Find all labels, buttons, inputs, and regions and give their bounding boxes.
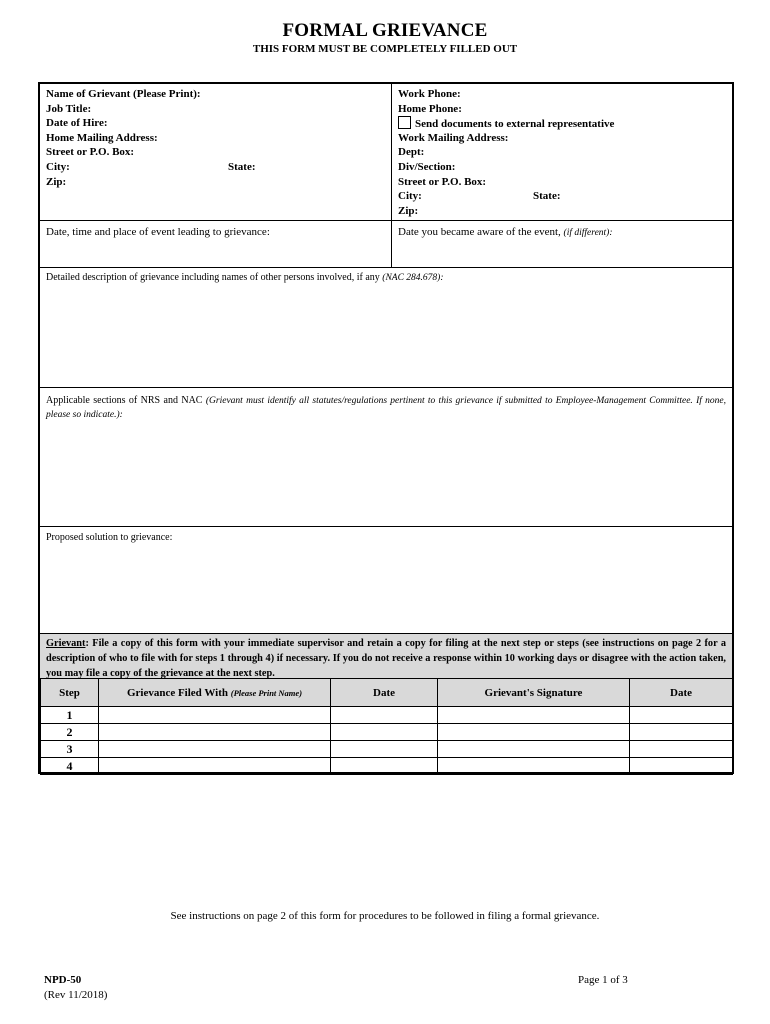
work-city-field[interactable]: City: State: — [398, 190, 561, 203]
home-city-field[interactable]: City: State: — [46, 160, 256, 173]
table-header-row — [41, 679, 733, 707]
filed-with-cell[interactable] — [99, 758, 331, 775]
work-state-field[interactable]: State: — [533, 190, 561, 203]
job-title-field[interactable]: Job Title: — [46, 102, 92, 115]
home-zip-field[interactable]: Zip: — [46, 175, 67, 188]
work-info-column — [392, 84, 732, 220]
info-section — [40, 84, 732, 221]
div-section-field[interactable]: Div/Section: — [398, 160, 456, 173]
proposed-solution-field[interactable]: Proposed solution to grievance: — [40, 527, 732, 634]
form-id: NPD-50 — [44, 974, 82, 986]
work-mailing-address-label: Work Mailing Address: — [398, 131, 509, 144]
home-state-field[interactable]: State: — [228, 160, 256, 173]
date2-cell[interactable] — [630, 707, 733, 724]
home-street-field[interactable]: Street or P.O. Box: — [46, 146, 135, 159]
form-subtitle: THIS FORM MUST BE COMPLETELY FILLED OUT — [252, 43, 518, 55]
grievance-form — [38, 82, 734, 774]
table-row — [41, 758, 733, 775]
table-row — [41, 724, 733, 741]
home-phone-field[interactable]: Home Phone: — [398, 102, 462, 115]
grievant-instructions: Grievant: File a copy of this form with your immediate supervisor and retain a copy for filing at the next step or steps (see instructions on page 2 for a description of who to file with for steps 1 through 4) if necessary. If you do not receive a response within 10 working days or disagree with the action taken, you may file a copy of the grievance at the next step. — [40, 634, 732, 678]
form-revision: (Rev 11/2018) — [44, 989, 108, 1001]
signature-column-header: Grievant's Signature — [438, 679, 630, 707]
form-title: FORMAL GRIEVANCE — [282, 20, 488, 41]
filed-with-column-header: Grievance Filed With (Please Print Name) — [99, 679, 331, 707]
date2-cell[interactable] — [630, 758, 733, 775]
date2-column-header: Date — [630, 679, 733, 707]
work-zip-field[interactable]: Zip: — [398, 204, 419, 217]
page-number: Page 1 of 3 — [578, 974, 628, 986]
table-row — [41, 707, 733, 724]
filing-section — [40, 634, 732, 774]
date-cell[interactable] — [331, 741, 438, 758]
date-column-header: Date — [331, 679, 438, 707]
date-cell[interactable] — [331, 724, 438, 741]
send-documents-checkbox[interactable] — [398, 116, 411, 129]
table-row — [41, 741, 733, 758]
external-representative-option[interactable]: Send documents to external representative — [398, 116, 732, 131]
signature-cell[interactable] — [438, 707, 630, 724]
filing-steps-table — [40, 678, 733, 775]
filed-with-cell[interactable] — [99, 741, 331, 758]
event-date-place-field[interactable]: Date, time and place of event leading to grievance: — [40, 221, 392, 267]
step-column-header: Step — [41, 679, 99, 707]
grievant-name-field[interactable]: Name of Grievant (Please Print): — [46, 88, 201, 100]
date-aware-field[interactable]: Date you became aware of the event, (if different): — [398, 226, 613, 238]
step-number: 2 — [41, 724, 99, 741]
date2-cell[interactable] — [630, 741, 733, 758]
step-number: 1 — [41, 707, 99, 724]
date2-cell[interactable] — [630, 724, 733, 741]
grievance-description-field[interactable]: Detailed description of grievance including names of other persons involved, if any (NAC 284.678): — [40, 268, 732, 388]
work-street-field[interactable]: Street or P.O. Box: — [398, 175, 487, 188]
date-of-hire-field[interactable]: Date of Hire: — [46, 117, 108, 130]
step-number: 3 — [41, 741, 99, 758]
grievant-info-column — [40, 84, 392, 220]
work-phone-field[interactable]: Work Phone: — [398, 88, 461, 100]
home-mailing-address-label: Home Mailing Address: — [46, 131, 158, 144]
signature-cell[interactable] — [438, 758, 630, 775]
date-cell[interactable] — [331, 758, 438, 775]
event-date-section — [40, 221, 732, 268]
date-cell[interactable] — [331, 707, 438, 724]
signature-cell[interactable] — [438, 741, 630, 758]
applicable-sections-field[interactable]: Applicable sections of NRS and NAC (Grievant must identify all statutes/regulations pertinent to this grievance if submitted to Employee-Management Committee. If none, please so indicate.): — [40, 388, 732, 527]
dept-field[interactable]: Dept: — [398, 146, 425, 159]
filed-with-cell[interactable] — [99, 724, 331, 741]
filed-with-cell[interactable] — [99, 707, 331, 724]
signature-cell[interactable] — [438, 724, 630, 741]
footer-instructions: See instructions on page 2 of this form for procedures to be followed in filing a formal grievance. — [170, 910, 600, 922]
step-number: 4 — [41, 758, 99, 775]
